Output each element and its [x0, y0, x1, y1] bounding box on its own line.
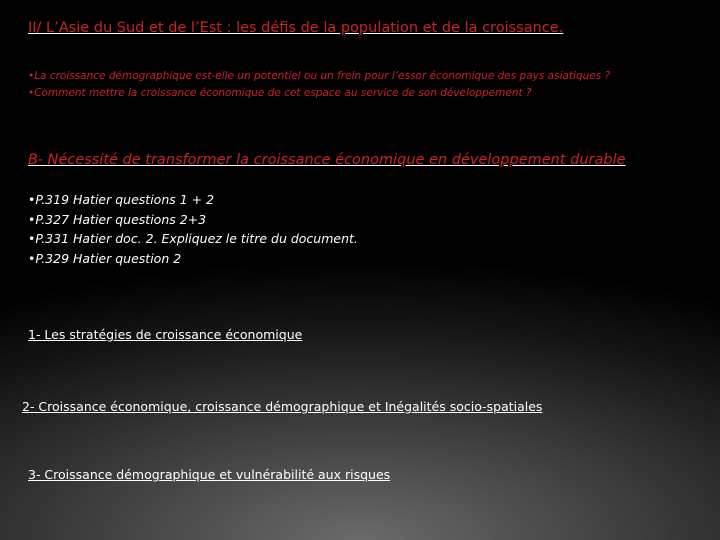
- task-list: [28, 190, 628, 268]
- task-item: •P.331 Hatier doc. 2. Expliquez le titre du document.: [28, 231, 358, 246]
- slide-title: II/ L’Asie du Sud et de l’Est : les défis de la population et de la croissance.: [28, 20, 564, 36]
- guiding-question: •Comment mettre la croissance économique de cet espace au service de son développement ?: [28, 87, 532, 99]
- guiding-questions: [28, 68, 708, 102]
- task-item: •P.327 Hatier questions 2+3: [28, 211, 207, 227]
- section-heading: B- Nécessité de transformer la croissance économique en développement durable: [28, 152, 626, 168]
- subsection-link-strategies[interactable]: 1- Les stratégies de croissance économique: [28, 327, 303, 342]
- task-item: •P.319 Hatier questions 1 + 2: [28, 192, 215, 207]
- task-item: •P.329 Hatier question 2: [28, 250, 182, 266]
- guiding-question: •La croissance démographique est-elle un potentiel ou un frein pour l’essor économique des pays asiatiques ?: [28, 70, 611, 82]
- subsection-link-risks[interactable]: 3- Croissance démographique et vulnérabilité aux risques: [28, 467, 391, 482]
- subsection-link-inequalities[interactable]: 2- Croissance économique, croissance démographique et Inégalités socio-spatiales: [22, 399, 543, 414]
